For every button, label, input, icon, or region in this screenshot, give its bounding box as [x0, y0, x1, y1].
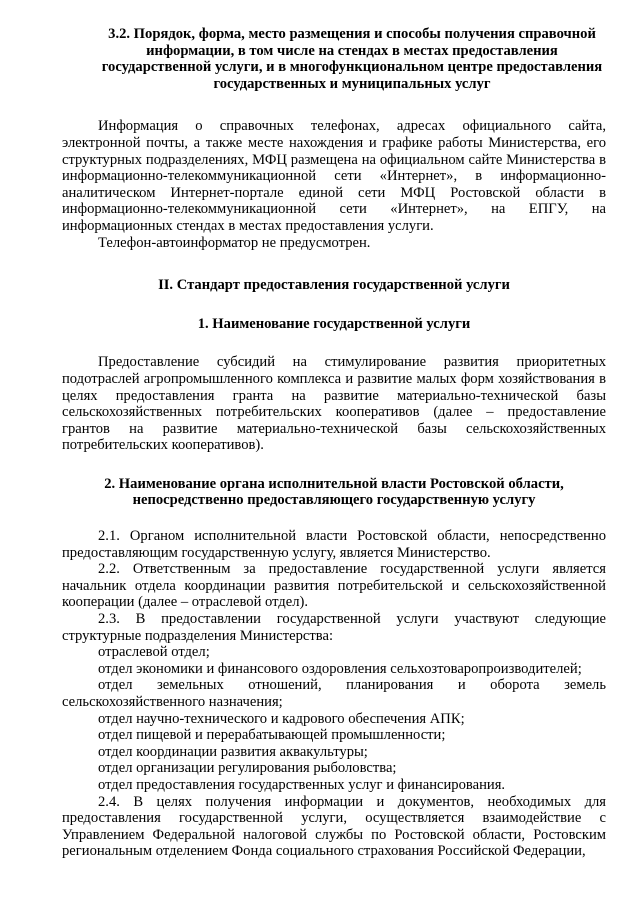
- autoinformer-paragraph: Телефон-автоинформатор не предусмотрен.: [98, 234, 371, 251]
- department-list-item: отдел организации регулирования рыболовства;: [98, 760, 397, 777]
- department-list-item: отдел экономики и финансового оздоровления сельхозтоваропроизводителей;: [98, 660, 582, 677]
- paragraph-2-2: 2.2. Ответственным за предоставление государственной услуги является начальник отдела координации развития потребительской и сельскохозяйственной кооперации (далее – отраслевой отдел).: [62, 561, 606, 611]
- section-3-2-heading: 3.2. Порядок, форма, место размещения и способы получения справочной информации, в том числе на стендах в местах предоставления государственной услуги, и в многофункциональном центре предоставления государственных и муниципальных услуг: [101, 26, 603, 92]
- contact-info-paragraph: Информация о справочных телефонах, адресах официального сайта, электронной почты, а также месте нахождения и графике работы Министерства, его структурных подразделениях, МФЦ размещена на официальном сайте Министерства в информационно-телекоммуникационной сети «Интернет», в информационно-аналитическом Интернет-портале единой сети МФЦ Ростовской области в информационно-телекоммуникационной сети «Интернет», на ЕПГУ, на информационных стендах в местах предоставления услуги.: [62, 118, 606, 234]
- department-list-item: отраслевой отдел;: [98, 644, 210, 661]
- subsection-1-heading: 1. Наименование государственной услуги: [197, 315, 471, 332]
- service-name-paragraph: Предоставление субсидий на стимулирование развития приоритетных подотраслей агропромышленного комплекса и развитие малых форм хозяйствования в целях предоставления гранта на развитие материально-технической базы сельскохозяйственных потребительских кооперативов (далее – предоставление грантов на развитие материально-технической базы сельскохозяйственных потребительских кооперативов).: [62, 354, 606, 454]
- department-list-item: отдел научно-технического и кадрового обеспечения АПК;: [98, 710, 465, 727]
- department-list-item: отдел координации развития аквакультуры;: [98, 743, 368, 760]
- department-list-item: отдел земельных отношений, планирования и оборота земель сельскохозяйственного назначения;: [62, 677, 606, 710]
- section-II-heading: II. Стандарт предоставления государственной услуги: [158, 277, 510, 294]
- subsection-2-heading-line-2: непосредственно предоставляющего государственную услугу: [132, 492, 536, 509]
- subsection-2-heading-line-1: 2. Наименование органа исполнительной власти Ростовской области,: [104, 475, 564, 492]
- paragraph-2-3: 2.3. В предоставлении государственной услуги участвуют следующие структурные подразделения Министерства:: [62, 611, 606, 644]
- department-list-item: отдел пищевой и перерабатывающей промышленности;: [98, 727, 446, 744]
- subsection-2-heading: [62, 476, 606, 509]
- department-list-item: отдел предоставления государственных услуг и финансирования.: [98, 776, 506, 793]
- paragraph-2-1: 2.1. Органом исполнительной власти Ростовской области, непосредственно предоставляющим государственную услугу, является Министерство.: [62, 528, 606, 561]
- paragraph-2-4: 2.4. В целях получения информации и документов, необходимых для предоставления государственной услуги, осуществляется взаимодействие с Управлением Федеральной налоговой службы по Ростовской области, Ростовским региональным отделением Фонда социального страхования Российской Федерации,: [62, 793, 606, 860]
